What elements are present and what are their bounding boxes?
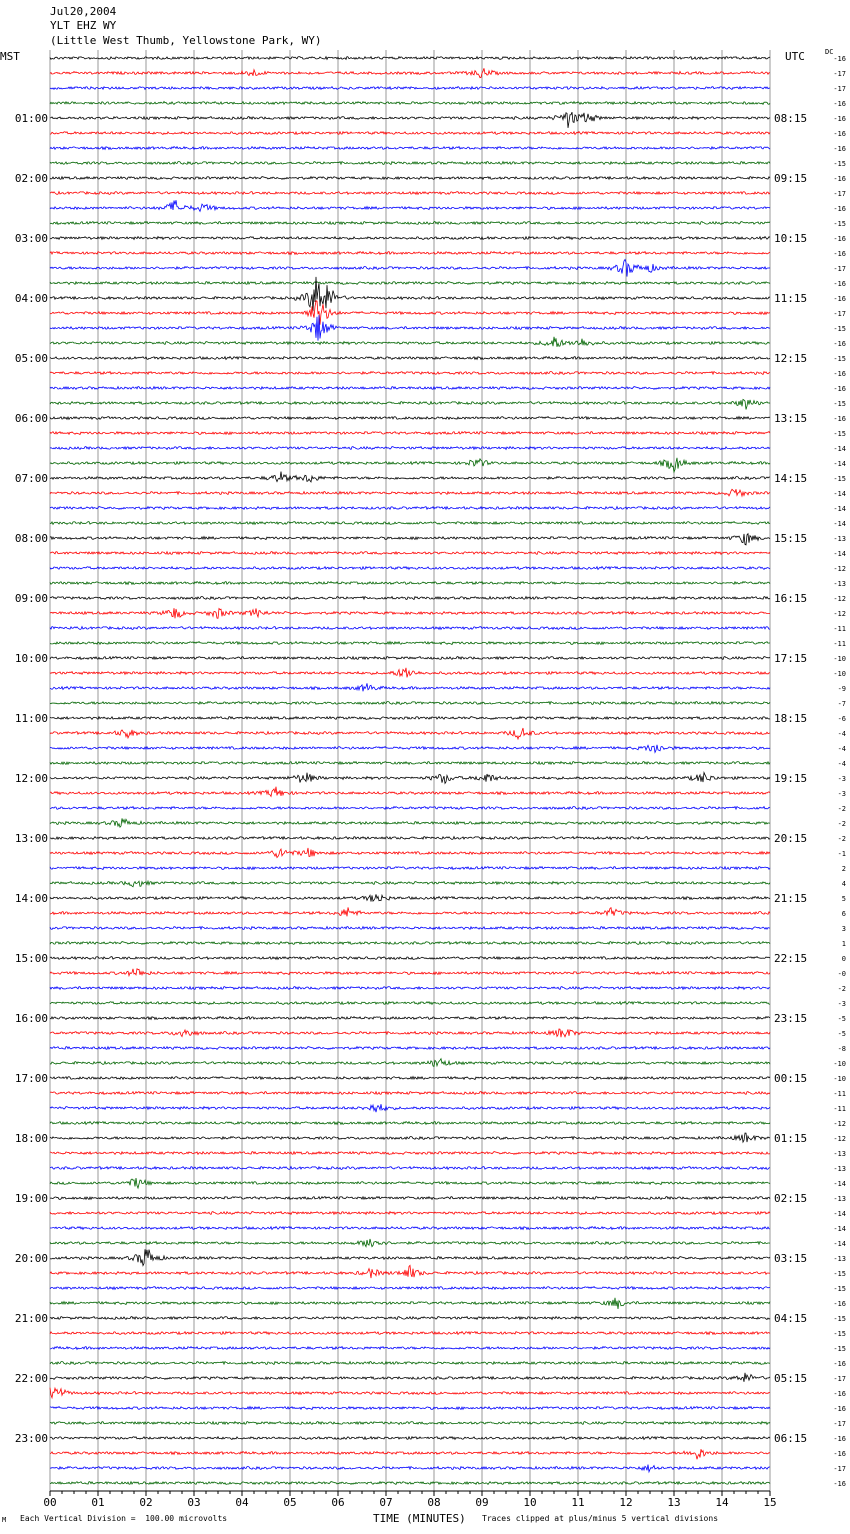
seismic-trace bbox=[50, 642, 770, 645]
dc-offset-label: -2 bbox=[837, 985, 846, 993]
dc-offset-label: -4 bbox=[837, 745, 846, 753]
dc-offset-label: -1 bbox=[837, 850, 846, 858]
x-tick-label: 08 bbox=[427, 1496, 441, 1509]
seismic-trace bbox=[50, 417, 770, 420]
seismic-trace bbox=[50, 942, 770, 945]
dc-offset-label: -16 bbox=[833, 415, 846, 423]
dc-header-label: DC bbox=[825, 48, 834, 56]
x-tick-label: 04 bbox=[235, 1496, 249, 1509]
seismic-trace bbox=[50, 668, 770, 678]
dc-offset-label: -16 bbox=[833, 175, 846, 183]
seismic-trace bbox=[50, 1287, 770, 1290]
seismic-trace bbox=[50, 489, 770, 496]
dc-offset-label: -16 bbox=[833, 250, 846, 258]
seismic-trace bbox=[50, 657, 770, 660]
mst-hour-label: 09:00 bbox=[14, 592, 48, 605]
utc-hour-label: 04:15 bbox=[774, 1312, 808, 1325]
utc-hour-label: 17:15 bbox=[774, 652, 808, 665]
seismic-trace bbox=[50, 773, 770, 784]
seismic-trace bbox=[50, 372, 770, 375]
seismic-trace bbox=[50, 237, 770, 240]
seismic-trace bbox=[50, 399, 770, 409]
dc-offset-label: -16 bbox=[833, 1405, 846, 1413]
seismic-trace bbox=[50, 837, 770, 840]
dc-offset-label: -12 bbox=[833, 595, 846, 603]
seismic-trace bbox=[50, 87, 770, 90]
x-tick-label: 03 bbox=[187, 1496, 201, 1509]
dc-offset-label: -16 bbox=[833, 1390, 846, 1398]
dc-offset-label: -17 bbox=[833, 1465, 846, 1473]
mst-hour-label: 19:00 bbox=[14, 1192, 48, 1205]
seismic-trace bbox=[50, 1059, 770, 1067]
dc-offset-label: -14 bbox=[833, 505, 846, 513]
dc-offset-label: -16 bbox=[833, 1435, 846, 1443]
seismic-trace bbox=[50, 683, 770, 691]
utc-hour-label: 22:15 bbox=[774, 952, 808, 965]
dc-offset-label: -15 bbox=[833, 1270, 846, 1278]
seismic-trace bbox=[50, 1152, 770, 1155]
dc-offset-label: -4 bbox=[837, 730, 846, 738]
dc-offset-label: -13 bbox=[833, 535, 846, 543]
dc-offset-label: -5 bbox=[837, 1015, 846, 1023]
mst-hour-label: 07:00 bbox=[14, 472, 48, 485]
utc-hour-label: 13:15 bbox=[774, 412, 808, 425]
seismic-trace bbox=[50, 627, 770, 630]
dc-offset-label: -10 bbox=[833, 655, 846, 663]
utc-hour-label: 06:15 bbox=[774, 1432, 808, 1445]
dc-offset-label: -10 bbox=[833, 670, 846, 678]
dc-offset-label: -15 bbox=[833, 1345, 846, 1353]
dc-offset-label: -13 bbox=[833, 1150, 846, 1158]
dc-offset-label: -14 bbox=[833, 1240, 846, 1248]
dc-offset-label: -13 bbox=[833, 1165, 846, 1173]
seismic-trace bbox=[50, 1077, 770, 1080]
dc-offset-label: -5 bbox=[837, 1030, 846, 1038]
seismic-trace bbox=[50, 1227, 770, 1230]
seismic-trace bbox=[50, 1373, 770, 1382]
dc-offset-label: -14 bbox=[833, 1210, 846, 1218]
mst-hour-label: 08:00 bbox=[14, 532, 48, 545]
dc-offset-label: 2 bbox=[841, 865, 846, 873]
seismic-trace bbox=[50, 867, 770, 870]
seismic-trace bbox=[50, 1167, 770, 1170]
seismic-trace bbox=[50, 1317, 770, 1320]
dc-offset-label: -15 bbox=[833, 325, 846, 333]
mst-hour-label: 12:00 bbox=[14, 772, 48, 785]
seismic-trace bbox=[50, 102, 770, 105]
mst-hour-label: 04:00 bbox=[14, 292, 48, 305]
dc-offset-label: -2 bbox=[837, 820, 846, 828]
seismic-trace bbox=[50, 147, 770, 150]
mst-hour-label: 02:00 bbox=[14, 172, 48, 185]
dc-offset-label: -11 bbox=[833, 1090, 846, 1098]
dc-offset-label: 1 bbox=[841, 940, 846, 948]
mst-hour-label: 18:00 bbox=[14, 1132, 48, 1145]
seismic-trace bbox=[50, 1407, 770, 1410]
seismic-trace bbox=[50, 894, 770, 901]
utc-hour-label: 08:15 bbox=[774, 112, 808, 125]
dc-offset-label: -14 bbox=[833, 1180, 846, 1188]
dc-offset-label: -17 bbox=[833, 70, 846, 78]
station-code: YLT EHZ WY bbox=[50, 19, 117, 32]
utc-hour-label: 09:15 bbox=[774, 172, 808, 185]
seismic-trace bbox=[50, 807, 770, 810]
mst-hour-label: 01:00 bbox=[14, 112, 48, 125]
footer-mark: M bbox=[2, 1516, 7, 1524]
seismic-trace bbox=[50, 762, 770, 765]
dc-offset-label: -15 bbox=[833, 430, 846, 438]
seismic-trace bbox=[50, 818, 770, 827]
seismic-trace bbox=[50, 1332, 770, 1335]
seismic-trace bbox=[50, 357, 770, 360]
mst-hour-label: 16:00 bbox=[14, 1012, 48, 1025]
trace-group bbox=[50, 57, 770, 1485]
seismic-trace bbox=[50, 337, 770, 347]
dc-offset-label: -16 bbox=[833, 1300, 846, 1308]
seismic-trace bbox=[50, 222, 770, 225]
mst-hour-label: 06:00 bbox=[14, 412, 48, 425]
seismic-trace bbox=[50, 1249, 770, 1265]
x-tick-label: 01 bbox=[91, 1496, 105, 1509]
dc-offset-label: -14 bbox=[833, 460, 846, 468]
seismic-trace bbox=[50, 745, 770, 753]
mst-hour-label: 11:00 bbox=[14, 712, 48, 725]
dc-offset-label: -15 bbox=[833, 475, 846, 483]
mst-hour-label: 14:00 bbox=[14, 892, 48, 905]
dc-offset-label: -11 bbox=[833, 640, 846, 648]
dc-offset-label: -16 bbox=[833, 55, 846, 63]
x-tick-label: 02 bbox=[139, 1496, 153, 1509]
seismic-trace bbox=[50, 1047, 770, 1050]
seismic-trace bbox=[50, 522, 770, 525]
mst-hour-label: 03:00 bbox=[14, 232, 48, 245]
utc-hour-label: 16:15 bbox=[774, 592, 808, 605]
mst-hour-label: 10:00 bbox=[14, 652, 48, 665]
x-axis bbox=[43, 1491, 776, 1509]
x-tick-label: 13 bbox=[667, 1496, 681, 1509]
dc-offset-label: -16 bbox=[833, 1450, 846, 1458]
dc-offset-label: -15 bbox=[833, 1330, 846, 1338]
x-tick-label: 12 bbox=[619, 1496, 633, 1509]
utc-hour-label: 05:15 bbox=[774, 1372, 808, 1385]
dc-offset-label: -13 bbox=[833, 1195, 846, 1203]
dc-offset-labels bbox=[833, 55, 846, 1488]
seismic-trace bbox=[50, 507, 770, 510]
dc-offset-label: -3 bbox=[837, 1000, 846, 1008]
dc-offset-label: -17 bbox=[833, 85, 846, 93]
seismic-trace bbox=[50, 534, 770, 545]
seismic-trace bbox=[50, 582, 770, 585]
dc-offset-label: -15 bbox=[833, 355, 846, 363]
dc-offset-label: 5 bbox=[841, 895, 846, 903]
seismic-trace bbox=[50, 301, 770, 325]
x-tick-label: 10 bbox=[523, 1496, 537, 1509]
dc-offset-label: -14 bbox=[833, 550, 846, 558]
dc-offset-label: -15 bbox=[833, 1285, 846, 1293]
seismic-trace bbox=[50, 447, 770, 450]
dc-offset-label: -15 bbox=[833, 400, 846, 408]
mst-hour-label: 20:00 bbox=[14, 1252, 48, 1265]
scale-note: Each Vertical Division = 100.00 microvolts bbox=[20, 1514, 228, 1523]
dc-offset-label: -11 bbox=[833, 1105, 846, 1113]
utc-hour-label: 00:15 bbox=[774, 1072, 808, 1085]
mst-hour-label: 21:00 bbox=[14, 1312, 48, 1325]
seismic-trace bbox=[50, 608, 770, 618]
seismic-trace bbox=[50, 848, 770, 858]
utc-hour-label: 03:15 bbox=[774, 1252, 808, 1265]
utc-hour-label: 14:15 bbox=[774, 472, 808, 485]
mst-hour-label: 23:00 bbox=[14, 1432, 48, 1445]
left-hour-labels bbox=[15, 112, 48, 1445]
seismic-trace bbox=[50, 1265, 770, 1278]
seismic-trace bbox=[50, 177, 770, 180]
utc-hour-label: 18:15 bbox=[774, 712, 808, 725]
seismic-trace bbox=[50, 192, 770, 195]
seismic-trace bbox=[50, 1002, 770, 1005]
dc-offset-label: -3 bbox=[837, 790, 846, 798]
dc-offset-label: -12 bbox=[833, 610, 846, 618]
utc-hour-label: 11:15 bbox=[774, 292, 808, 305]
seismic-trace bbox=[50, 787, 770, 797]
x-tick-label: 05 bbox=[283, 1496, 297, 1509]
dc-offset-label: -16 bbox=[833, 340, 846, 348]
utc-hour-label: 12:15 bbox=[774, 352, 808, 365]
seismic-trace bbox=[50, 112, 770, 128]
x-tick-label: 11 bbox=[571, 1496, 585, 1509]
dc-offset-label: -14 bbox=[833, 520, 846, 528]
dc-offset-label: -8 bbox=[837, 1045, 846, 1053]
seismic-trace bbox=[50, 597, 770, 600]
utc-hour-label: 21:15 bbox=[774, 892, 808, 905]
dc-offset-label: -15 bbox=[833, 220, 846, 228]
dc-offset-label: -2 bbox=[837, 835, 846, 843]
x-tick-label: 07 bbox=[379, 1496, 393, 1509]
x-tick-label: 06 bbox=[331, 1496, 345, 1509]
dc-offset-label: -7 bbox=[837, 700, 846, 708]
seismic-trace bbox=[50, 567, 770, 570]
dc-offset-label: -16 bbox=[833, 205, 846, 213]
seismic-trace bbox=[50, 717, 770, 720]
x-axis-title: TIME (MINUTES) bbox=[373, 1512, 466, 1525]
dc-offset-label: -13 bbox=[833, 1255, 846, 1263]
utc-hour-label: 15:15 bbox=[774, 532, 808, 545]
mst-hour-label: 05:00 bbox=[14, 352, 48, 365]
dc-offset-label: -16 bbox=[833, 370, 846, 378]
utc-hour-label: 19:15 bbox=[774, 772, 808, 785]
dc-offset-label: -16 bbox=[833, 1360, 846, 1368]
seismic-trace bbox=[50, 1122, 770, 1125]
seismic-trace bbox=[50, 1239, 770, 1247]
dc-offset-label: 4 bbox=[841, 880, 846, 888]
seismic-trace bbox=[50, 57, 770, 60]
mst-hour-label: 17:00 bbox=[14, 1072, 48, 1085]
left-timezone-label: MST bbox=[0, 50, 20, 63]
mst-hour-label: 15:00 bbox=[14, 952, 48, 965]
grid-lines bbox=[50, 50, 770, 1491]
seismic-trace bbox=[50, 162, 770, 165]
dc-offset-label: -15 bbox=[833, 160, 846, 168]
dc-offset-label: 3 bbox=[841, 925, 846, 933]
dc-offset-label: -12 bbox=[833, 565, 846, 573]
x-tick-label: 15 bbox=[763, 1496, 777, 1509]
dc-offset-label: -0 bbox=[837, 970, 846, 978]
utc-hour-label: 10:15 bbox=[774, 232, 808, 245]
seismic-trace bbox=[50, 907, 770, 916]
seismic-trace bbox=[50, 1133, 770, 1142]
dc-offset-label: -10 bbox=[833, 1060, 846, 1068]
seismic-trace bbox=[50, 1465, 770, 1472]
seismic-trace bbox=[50, 1388, 770, 1398]
seismic-trace bbox=[50, 969, 770, 976]
dc-offset-label: -15 bbox=[833, 1315, 846, 1323]
dc-offset-label: -13 bbox=[833, 580, 846, 588]
seismic-trace bbox=[50, 1449, 770, 1459]
seismic-trace bbox=[50, 1104, 770, 1112]
seismic-trace bbox=[50, 1298, 770, 1309]
seismic-trace bbox=[50, 1482, 770, 1485]
x-tick-label: 00 bbox=[43, 1496, 57, 1509]
seismic-trace bbox=[50, 260, 770, 277]
dc-offset-label: -4 bbox=[837, 760, 846, 768]
seismic-trace bbox=[50, 927, 770, 930]
seismic-trace bbox=[50, 315, 770, 340]
dc-offset-label: -14 bbox=[833, 445, 846, 453]
dc-offset-label: -17 bbox=[833, 190, 846, 198]
dc-offset-label: -17 bbox=[833, 265, 846, 273]
dc-offset-label: -14 bbox=[833, 490, 846, 498]
utc-hour-label: 23:15 bbox=[774, 1012, 808, 1025]
dc-offset-label: -16 bbox=[833, 100, 846, 108]
seismic-trace bbox=[50, 1422, 770, 1425]
dc-offset-label: -10 bbox=[833, 1075, 846, 1083]
seismic-trace bbox=[50, 702, 770, 705]
dc-offset-label: -6 bbox=[837, 715, 846, 723]
dc-offset-label: -16 bbox=[833, 145, 846, 153]
seismic-trace bbox=[50, 458, 770, 472]
seismic-trace bbox=[50, 68, 770, 77]
seismic-trace bbox=[50, 432, 770, 435]
dc-offset-label: -16 bbox=[833, 280, 846, 288]
dc-offset-label: 0 bbox=[841, 955, 846, 963]
mst-hour-label: 22:00 bbox=[14, 1372, 48, 1385]
seismic-trace bbox=[50, 282, 770, 285]
seismic-trace bbox=[50, 1178, 770, 1188]
dc-offset-label: -16 bbox=[833, 385, 846, 393]
seismic-trace bbox=[50, 1092, 770, 1095]
utc-hour-label: 02:15 bbox=[774, 1192, 808, 1205]
dc-offset-label: -12 bbox=[833, 1135, 846, 1143]
dc-offset-label: -16 bbox=[833, 130, 846, 138]
seismic-trace bbox=[50, 1017, 770, 1020]
seismic-trace bbox=[50, 1197, 770, 1200]
utc-hour-label: 01:15 bbox=[774, 1132, 808, 1145]
station-location: (Little West Thumb, Yellowstone Park, WY) bbox=[50, 34, 322, 47]
dc-offset-label: -16 bbox=[833, 1480, 846, 1488]
dc-offset-label: -12 bbox=[833, 1120, 846, 1128]
seismic-trace bbox=[50, 552, 770, 555]
dc-offset-label: 6 bbox=[841, 910, 846, 918]
dc-offset-label: -11 bbox=[833, 625, 846, 633]
seismic-trace bbox=[50, 472, 770, 482]
seismic-trace bbox=[50, 957, 770, 960]
seismic-trace bbox=[50, 728, 770, 739]
mst-hour-label: 13:00 bbox=[14, 832, 48, 845]
seismic-trace bbox=[50, 387, 770, 390]
right-hour-labels bbox=[774, 112, 807, 1445]
clip-note: Traces clipped at plus/minus 5 vertical divisions bbox=[482, 1514, 719, 1523]
seismic-trace bbox=[50, 1437, 770, 1440]
seismic-trace bbox=[50, 1212, 770, 1215]
dc-offset-label: -3 bbox=[837, 775, 846, 783]
dc-offset-label: -17 bbox=[833, 310, 846, 318]
seismic-trace bbox=[50, 1347, 770, 1350]
seismic-trace bbox=[50, 1029, 770, 1037]
dc-offset-label: -16 bbox=[833, 235, 846, 243]
x-tick-label: 14 bbox=[715, 1496, 729, 1509]
seismic-trace bbox=[50, 1362, 770, 1365]
right-timezone-label: UTC bbox=[785, 50, 805, 63]
seismic-trace bbox=[50, 252, 770, 255]
seismic-trace bbox=[50, 200, 770, 211]
dc-offset-label: -2 bbox=[837, 805, 846, 813]
seismic-trace bbox=[50, 132, 770, 135]
dc-offset-label: -14 bbox=[833, 1225, 846, 1233]
dc-offset-label: -16 bbox=[833, 115, 846, 123]
dc-offset-label: -9 bbox=[837, 685, 846, 693]
seismic-trace bbox=[50, 987, 770, 990]
dc-offset-label: -17 bbox=[833, 1420, 846, 1428]
seismic-trace bbox=[50, 881, 770, 887]
plot-date: Jul20,2004 bbox=[50, 5, 117, 18]
utc-hour-label: 20:15 bbox=[774, 832, 808, 845]
dc-offset-label: -16 bbox=[833, 295, 846, 303]
dc-offset-label: -17 bbox=[833, 1375, 846, 1383]
x-tick-label: 09 bbox=[475, 1496, 489, 1509]
